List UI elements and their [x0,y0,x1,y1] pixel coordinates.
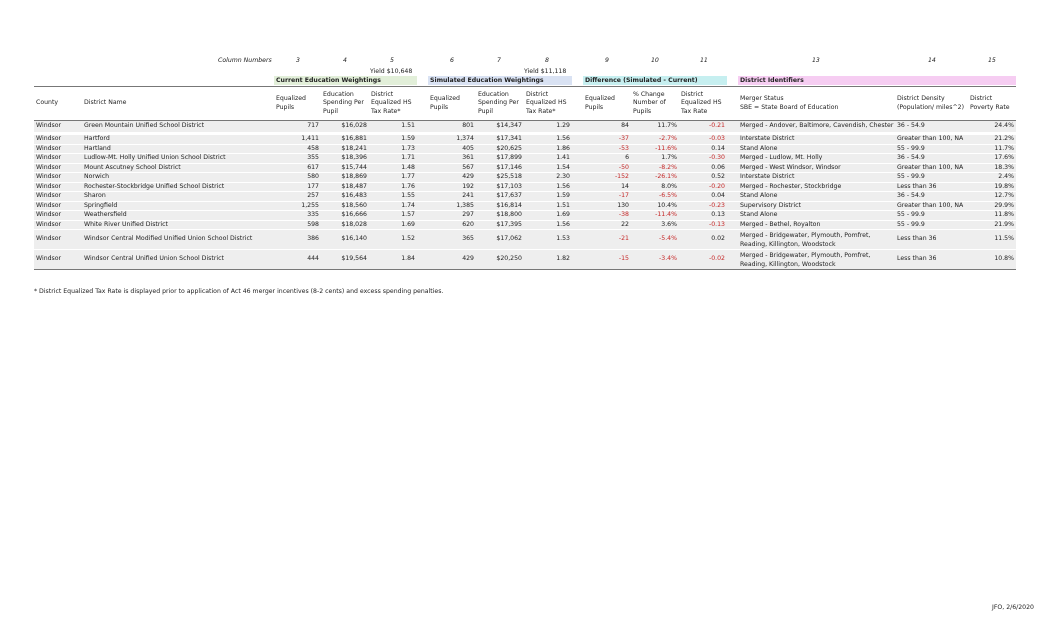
cell-district: Green Mountain Unified School District [82,121,274,134]
cell-d-pupils: 130 [583,201,631,211]
district-identifiers-band: District Identifiers [738,76,1016,85]
column-number: 3 [296,57,300,64]
spacer-cell [572,134,583,145]
column-numbers-row [0,57,1050,67]
cell-s-spend: $17,062 [476,230,524,250]
cell-density: Less than 36 [895,250,968,270]
cell-s-rate: 2.30 [524,173,572,183]
cell-d-pupils: -50 [583,163,631,173]
cell-county: Windsor [34,192,82,202]
spacer-cell [572,230,583,250]
cell-density: 55 - 99.9 [895,211,968,221]
cell-s-spend: $14,347 [476,121,524,134]
cell-c-spend: $16,140 [321,230,369,250]
cell-c-rate: 1.84 [369,250,417,270]
cell-s-rate: 1.56 [524,220,572,230]
cell-merger: Interstate District [738,134,895,145]
cell-s-spend: $17,146 [476,163,524,173]
cell-merger: Merged - West Windsor, Windsor [738,163,895,173]
simulated-yield: Yield $11,118 [524,68,567,75]
header-spacer [572,87,583,121]
cell-poverty: 19.8% [968,182,1016,192]
cell-county: Windsor [34,250,82,270]
signature: JFO, 2/6/2020 [992,604,1034,611]
cell-d-rate: -0.02 [679,250,727,270]
cell-c-spend: $18,396 [321,154,369,164]
simulated-weightings-band: Simulated Education Weightings [428,76,572,85]
header-diff-tax-rate: District Equalized HS Tax Rate [679,87,727,121]
cell-c-rate: 1.48 [369,163,417,173]
table-row [34,211,1016,221]
cell-merger: Supervisory District [738,201,895,211]
cell-d-rate: 0.13 [679,211,727,221]
cell-d-pct: -8.2% [631,163,679,173]
cell-district: Sharon [82,192,274,202]
cell-c-pupils: 458 [274,144,321,154]
cell-c-pupils: 717 [274,121,321,134]
spacer-cell [572,201,583,211]
spacer-cell [727,163,738,173]
cell-d-pct: -3.4% [631,250,679,270]
merger-status-title: Merger Status [740,95,784,102]
spacer-cell [727,192,738,202]
table-row [34,134,1016,145]
cell-s-pupils: 361 [428,154,476,164]
cell-density: 36 - 54.9 [895,192,968,202]
cell-county: Windsor [34,121,82,134]
cell-county: Windsor [34,182,82,192]
cell-s-pupils: 567 [428,163,476,173]
cell-d-pct: -2.7% [631,134,679,145]
table-row [34,154,1016,164]
cell-c-rate: 1.77 [369,173,417,183]
spacer-cell [417,211,428,221]
cell-s-spend: $18,800 [476,211,524,221]
spacer-cell [417,250,428,270]
cell-s-spend: $17,637 [476,192,524,202]
spacer-cell [417,134,428,145]
cell-merger: Stand Alone [738,144,895,154]
spacer-cell [572,144,583,154]
cell-merger: Merged - Andover, Baltimore, Cavendish, Chester [738,121,895,134]
spacer-cell [417,144,428,154]
spacer-cell [417,173,428,183]
cell-c-rate: 1.57 [369,211,417,221]
cell-d-pupils: 14 [583,182,631,192]
cell-d-rate: 0.04 [679,192,727,202]
column-number: 14 [928,57,936,64]
cell-c-pupils: 257 [274,192,321,202]
cell-c-spend: $18,869 [321,173,369,183]
cell-merger: Stand Alone [738,192,895,202]
cell-d-pct: -11.6% [631,144,679,154]
cell-s-spend: $20,250 [476,250,524,270]
cell-county: Windsor [34,144,82,154]
cell-d-pct: 1.7% [631,154,679,164]
cell-d-pct: 3.6% [631,220,679,230]
spacer-cell [572,250,583,270]
cell-county: Windsor [34,220,82,230]
cell-c-pupils: 598 [274,220,321,230]
footnote: * District Equalized Tax Rate is displayed prior to application of Act 46 merger incentives (8-2 cents) and excess spending penalties. [34,288,444,295]
column-number: 8 [545,57,549,64]
difference-band: Difference (Simulated - Current) [583,76,727,85]
column-number: 9 [605,57,609,64]
cell-d-rate: -0.23 [679,201,727,211]
spacer-cell [727,201,738,211]
cell-d-rate: -0.13 [679,220,727,230]
cell-density: 36 - 54.9 [895,121,968,134]
cell-poverty: 11.5% [968,230,1016,250]
cell-c-spend: $18,560 [321,201,369,211]
spacer-cell [417,192,428,202]
spacer-cell [417,220,428,230]
table-row [34,192,1016,202]
cell-c-spend: $19,564 [321,250,369,270]
cell-district: Rochester-Stockbridge Unified School District [82,182,274,192]
spacer-cell [417,201,428,211]
column-number: 4 [343,57,347,64]
cell-d-pct: -5.4% [631,230,679,250]
cell-d-pupils: 6 [583,154,631,164]
cell-d-pupils: -53 [583,144,631,154]
column-number: 7 [497,57,501,64]
cell-county: Windsor [34,154,82,164]
spacer-cell [727,211,738,221]
cell-district: Weathersfield [82,211,274,221]
spacer-cell [727,250,738,270]
cell-poverty: 2.4% [968,173,1016,183]
cell-density: Less than 36 [895,230,968,250]
table-body [34,121,1016,270]
cell-c-spend: $18,028 [321,220,369,230]
cell-poverty: 12.7% [968,192,1016,202]
cell-c-spend: $16,666 [321,211,369,221]
cell-c-rate: 1.69 [369,220,417,230]
cell-county: Windsor [34,134,82,145]
spacer-cell [572,220,583,230]
spacer-cell [572,154,583,164]
header-density: District Density (Population/ miles^2) [895,87,968,121]
cell-d-rate: -0.03 [679,134,727,145]
cell-s-spend: $17,899 [476,154,524,164]
cell-s-rate: 1.54 [524,163,572,173]
spacer-cell [727,220,738,230]
spacer-cell [727,121,738,134]
cell-c-pupils: 386 [274,230,321,250]
spacer-cell [417,163,428,173]
spacer-cell [727,173,738,183]
cell-s-rate: 1.41 [524,154,572,164]
cell-s-rate: 1.53 [524,230,572,250]
cell-district: Mount Ascutney School District [82,163,274,173]
cell-county: Windsor [34,173,82,183]
cell-s-rate: 1.59 [524,192,572,202]
cell-d-pct: -6.5% [631,192,679,202]
cell-merger: Merged - Rochester, Stockbridge [738,182,895,192]
cell-c-pupils: 444 [274,250,321,270]
cell-s-spend: $17,341 [476,134,524,145]
cell-s-rate: 1.56 [524,182,572,192]
cell-s-pupils: 1,385 [428,201,476,211]
cell-d-pupils: 22 [583,220,631,230]
cell-s-spend: $25,518 [476,173,524,183]
cell-s-spend: $16,814 [476,201,524,211]
spacer-cell [572,163,583,173]
cell-c-rate: 1.74 [369,201,417,211]
header-spacer [417,87,428,121]
cell-poverty: 18.3% [968,163,1016,173]
cell-merger: Stand Alone [738,211,895,221]
cell-s-pupils: 192 [428,182,476,192]
cell-c-spend: $16,483 [321,192,369,202]
column-number: 15 [988,57,996,64]
cell-d-rate: 0.06 [679,163,727,173]
cell-poverty: 11.8% [968,211,1016,221]
cell-district: White River Unified District [82,220,274,230]
cell-c-rate: 1.59 [369,134,417,145]
cell-d-pupils: -38 [583,211,631,221]
cell-district: Windsor Central Unified Union School District [82,250,274,270]
cell-poverty: 10.8% [968,250,1016,270]
cell-s-pupils: 297 [428,211,476,221]
cell-c-pupils: 580 [274,173,321,183]
cell-county: Windsor [34,201,82,211]
cell-density: Less than 36 [895,182,968,192]
cell-d-pupils: -152 [583,173,631,183]
header-current-tax-rate: District Equalized HS Tax Rate* [369,87,417,121]
cell-d-pct: 8.0% [631,182,679,192]
cell-d-pct: -26.1% [631,173,679,183]
header-spacer [727,87,738,121]
cell-county: Windsor [34,211,82,221]
column-number: 6 [450,57,454,64]
cell-density: Greater than 100, NA [895,201,968,211]
spacer-cell [572,173,583,183]
table-row [34,220,1016,230]
cell-c-spend: $16,881 [321,134,369,145]
spacer-cell [417,154,428,164]
cell-d-rate: 0.02 [679,230,727,250]
cell-s-rate: 1.29 [524,121,572,134]
cell-s-spend: $20,625 [476,144,524,154]
cell-c-rate: 1.73 [369,144,417,154]
cell-c-spend: $18,487 [321,182,369,192]
cell-s-spend: $17,103 [476,182,524,192]
cell-s-pupils: 241 [428,192,476,202]
header-current-spending: Education Spending Per Pupil [321,87,369,121]
spacer-cell [572,182,583,192]
cell-d-rate: -0.21 [679,121,727,134]
spacer-cell [417,121,428,134]
cell-merger: Merged - Bethel, Royalton [738,220,895,230]
cell-density: 55 - 99.9 [895,173,968,183]
spacer-cell [727,144,738,154]
header-current-equalized-pupils: Equalized Pupils [274,87,321,121]
cell-c-spend: $18,241 [321,144,369,154]
cell-poverty: 21.9% [968,220,1016,230]
cell-c-pupils: 355 [274,154,321,164]
cell-density: Greater than 100, NA [895,134,968,145]
table-row [34,173,1016,183]
cell-s-rate: 1.86 [524,144,572,154]
cell-district: Hartford [82,134,274,145]
column-number: 5 [390,57,394,64]
cell-merger: Merged - Bridgewater, Plymouth, Pomfret, Reading, Killington, Woodstock [738,230,895,250]
cell-s-pupils: 429 [428,250,476,270]
cell-s-pupils: 620 [428,220,476,230]
cell-c-rate: 1.51 [369,121,417,134]
cell-s-rate: 1.51 [524,201,572,211]
cell-density: Greater than 100, NA [895,163,968,173]
table-row [34,230,1016,250]
spacer-cell [727,154,738,164]
cell-d-pct: 11.7% [631,121,679,134]
cell-district: Springfield [82,201,274,211]
cell-s-rate: 1.82 [524,250,572,270]
cell-d-pupils: 84 [583,121,631,134]
cell-county: Windsor [34,163,82,173]
cell-s-rate: 1.69 [524,211,572,221]
cell-c-rate: 1.52 [369,230,417,250]
table-header-row [34,87,1016,121]
header-poverty: District Poverty Rate [968,87,1016,121]
cell-d-pupils: -21 [583,230,631,250]
merger-status-subtitle: SBE = State Board of Education [740,103,839,111]
cell-d-rate: 0.14 [679,144,727,154]
cell-merger: Merged - Bridgewater, Plymouth, Pomfret, Reading, Killington, Woodstock [738,250,895,270]
cell-c-pupils: 1,411 [274,134,321,145]
header-diff-pct-change: % Change Number of Pupils [631,87,679,121]
cell-district: Ludlow-Mt. Holly Unified Union School District [82,154,274,164]
table-row [34,201,1016,211]
cell-d-pct: -11.4% [631,211,679,221]
current-weightings-band: Current Education Weightings [274,76,417,85]
cell-district: Hartland [82,144,274,154]
cell-s-pupils: 801 [428,121,476,134]
cell-d-rate: -0.20 [679,182,727,192]
spacer-cell [572,121,583,134]
cell-c-pupils: 177 [274,182,321,192]
cell-d-pct: 10.4% [631,201,679,211]
current-yield: Yield $10,648 [370,68,413,75]
cell-d-rate: -0.30 [679,154,727,164]
cell-s-pupils: 365 [428,230,476,250]
column-numbers-label: Column Numbers [218,57,272,64]
table-row [34,163,1016,173]
cell-poverty: 17.6% [968,154,1016,164]
spacer-cell [727,230,738,250]
cell-s-rate: 1.56 [524,134,572,145]
cell-c-spend: $15,744 [321,163,369,173]
spacer-cell [572,211,583,221]
cell-c-rate: 1.76 [369,182,417,192]
cell-c-pupils: 335 [274,211,321,221]
header-simulated-spending: Education Spending Per Pupil [476,87,524,121]
cell-district: Norwich [82,173,274,183]
cell-poverty: 21.2% [968,134,1016,145]
table-row [34,182,1016,192]
cell-poverty: 11.7% [968,144,1016,154]
cell-county: Windsor [34,230,82,250]
cell-density: 36 - 54.9 [895,154,968,164]
cell-poverty: 29.9% [968,201,1016,211]
spacer-cell [727,134,738,145]
cell-density: 55 - 99.9 [895,220,968,230]
table-row [34,121,1016,134]
spacer-cell [572,192,583,202]
cell-district: Windsor Central Modified Unified Union School District [82,230,274,250]
table-row [34,250,1016,270]
cell-merger: Merged - Ludlow, Mt. Holly [738,154,895,164]
cell-s-spend: $17,395 [476,220,524,230]
cell-c-spend: $16,028 [321,121,369,134]
cell-c-pupils: 617 [274,163,321,173]
cell-d-pupils: -17 [583,192,631,202]
header-merger-status [738,87,895,121]
cell-c-rate: 1.55 [369,192,417,202]
header-district-name: District Name [82,87,274,121]
header-diff-equalized-pupils: Equalized Pupils [583,87,631,121]
spacer-cell [727,182,738,192]
cell-merger: Interstate District [738,173,895,183]
header-county: County [34,87,82,121]
cell-poverty: 24.4% [968,121,1016,134]
spacer-cell [417,230,428,250]
cell-d-pupils: -37 [583,134,631,145]
cell-s-pupils: 405 [428,144,476,154]
cell-d-rate: 0.52 [679,173,727,183]
cell-s-pupils: 429 [428,173,476,183]
cell-s-pupils: 1,374 [428,134,476,145]
header-simulated-equalized-pupils: Equalized Pupils [428,87,476,121]
header-simulated-tax-rate: District Equalized HS Tax Rate* [524,87,572,121]
column-number: 13 [812,57,820,64]
cell-c-pupils: 1,255 [274,201,321,211]
table-row [34,144,1016,154]
cell-d-pupils: -15 [583,250,631,270]
cell-density: 55 - 99.9 [895,144,968,154]
column-number: 10 [651,57,659,64]
cell-c-rate: 1.71 [369,154,417,164]
column-number: 11 [700,57,708,64]
district-table [34,86,1016,270]
spacer-cell [417,182,428,192]
